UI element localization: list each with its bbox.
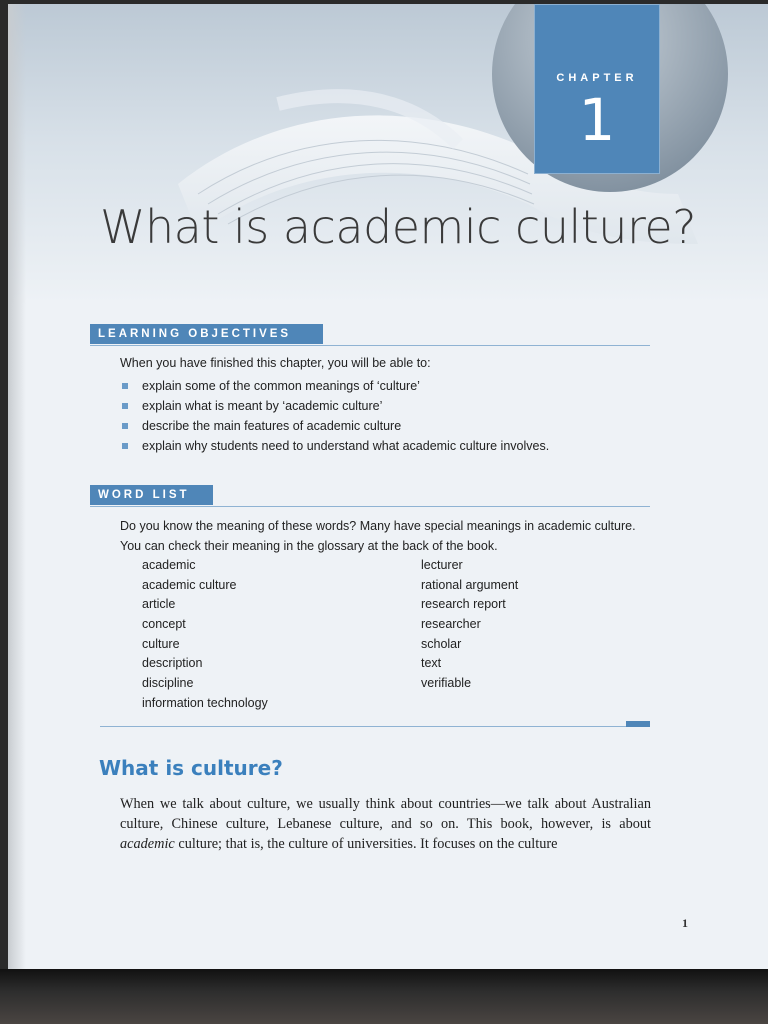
word-list-intro: Do you know the meaning of these words? Many have special meanings in academic culture. You can check their meaning in the glossary at the back of the book. [120, 519, 636, 553]
square-bullet-icon [122, 443, 128, 449]
word-item: researcher [421, 617, 481, 632]
list-item [120, 376, 549, 396]
chapter-title: What is academic culture? [100, 200, 697, 254]
word-list-rule [90, 506, 650, 507]
chapter-number: 1 [578, 86, 616, 154]
body-text-part2: culture; that is, the culture of universities. It focuses on the culture [174, 836, 558, 852]
word-list-left-column [142, 556, 268, 714]
section-heading: What is culture? [99, 756, 283, 780]
learning-objectives-intro: When you have finished this chapter, you will be able to: [120, 356, 431, 370]
word-item: information technology [142, 695, 268, 710]
word-item: scholar [421, 636, 462, 651]
page-number: 1 [682, 916, 688, 930]
square-bullet-icon [122, 403, 128, 409]
body-paragraph [120, 794, 651, 854]
word-item: description [142, 656, 203, 671]
word-item: discipline [142, 676, 194, 691]
word-item: culture [142, 636, 180, 651]
chapter-label: CHAPTER [556, 72, 638, 84]
word-item: academic culture [142, 577, 237, 592]
word-item: research report [421, 597, 506, 612]
list-item [120, 396, 549, 416]
word-item: academic [142, 558, 196, 572]
objective-text: explain why students need to understand what academic culture involves. [142, 439, 550, 453]
word-list-right-column [421, 556, 518, 694]
learning-objectives-list [120, 376, 549, 456]
book-page [8, 4, 768, 969]
word-item: text [421, 656, 442, 671]
word-item: article [142, 597, 176, 612]
word-item: verifiable [421, 676, 472, 691]
learning-objectives-heading: LEARNING OBJECTIVES [90, 324, 323, 344]
objective-text: explain some of the common meanings of ‘culture’ [142, 379, 420, 393]
square-bullet-icon [122, 383, 128, 389]
list-item [120, 436, 549, 456]
list-item [120, 416, 549, 436]
word-list-heading: WORD LIST [90, 485, 213, 505]
body-text-part1: When we talk about culture, we usually think about countries—we talk about Australian culture, Chinese culture, Lebanese culture, and so on. This book, however, is about [120, 796, 651, 832]
learning-objectives-rule [90, 345, 650, 346]
body-text-emphasis: academic [120, 836, 175, 852]
word-item: rational argument [421, 577, 519, 592]
word-list-end-marker [626, 721, 650, 727]
word-item: concept [142, 617, 186, 632]
chapter-badge [534, 4, 660, 174]
square-bullet-icon [122, 423, 128, 429]
objective-text: describe the main features of academic culture [142, 419, 402, 433]
page-gutter-shadow [8, 4, 26, 969]
word-item: lecturer [421, 558, 463, 572]
word-list-end-rule [100, 726, 650, 727]
objective-text: explain what is meant by ‘academic culture’ [142, 399, 383, 413]
scan-bottom-edge [0, 969, 768, 1024]
